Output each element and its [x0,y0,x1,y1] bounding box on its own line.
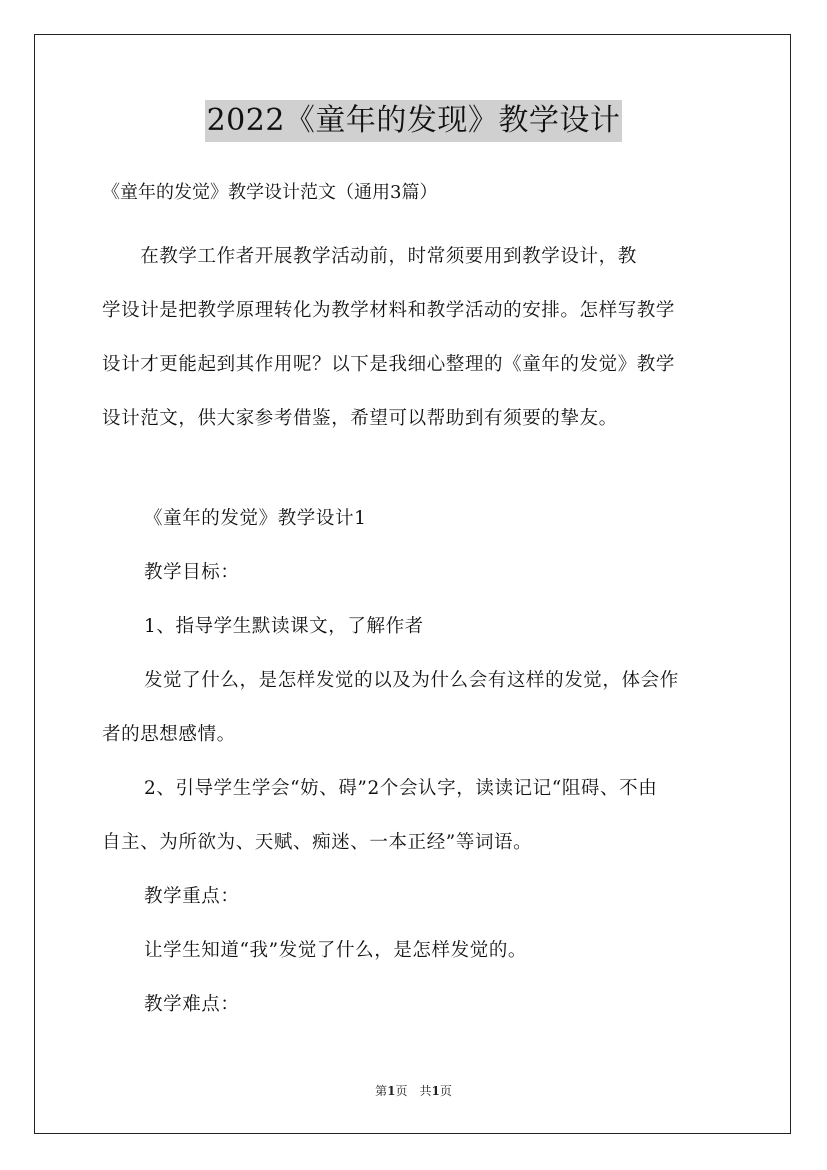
goal-1-line-1: 1、指导学生默读课文，了解作者 [144,616,424,637]
intro-line: 在教学工作者开展教学活动前，时常须要用到教学设计，教 [102,246,637,267]
key-points-label: 教学重点： [144,886,240,907]
key-point-text: 让学生知道“我”发觉了什么，是怎样发觉的。 [144,940,528,961]
footer-page-total: 1 [431,1084,440,1098]
goal-2-line-2: 自主、为所欲为、天赋、痴迷、一本正经”等词语。 [102,832,533,853]
goal-1-line-3: 者的思想感情。 [102,724,236,745]
section-heading: 《童年的发觉》教学设计1 [144,508,367,529]
footer-mid: 页 共 [395,1084,432,1098]
goals-label: 教学目标： [144,562,240,583]
footer-prefix: 第 [375,1084,388,1098]
intro-paragraph [102,230,726,446]
document-title: 2022《童年的发现》教学设计 [205,100,623,142]
footer-suffix: 页 [439,1084,452,1098]
page-footer [0,1082,827,1100]
difficulty-label: 教学难点： [144,994,240,1015]
document-subtitle: 《童年的发觉》教学设计范文（通用3篇） [102,182,438,203]
goal-1-line-2: 发觉了什么，是怎样发觉的以及为什么会有这样的发觉，体会作 [144,670,679,691]
intro-line: 学设计是把教学原理转化为教学材料和教学活动的安排。怎样写教学 [102,300,676,321]
goal-2-line-1: 2、引导学生学会“妨、碍”2个会认字，读读记记“阻碍、不由 [144,778,658,799]
footer-page-number: 1 [387,1084,396,1098]
intro-line: 设计才更能起到其作用呢？以下是我细心整理的《童年的发觉》教学 [102,354,676,375]
title-container [0,100,827,142]
intro-line: 设计范文，供大家参考借鉴，希望可以帮助到有须要的挚友。 [102,408,618,429]
